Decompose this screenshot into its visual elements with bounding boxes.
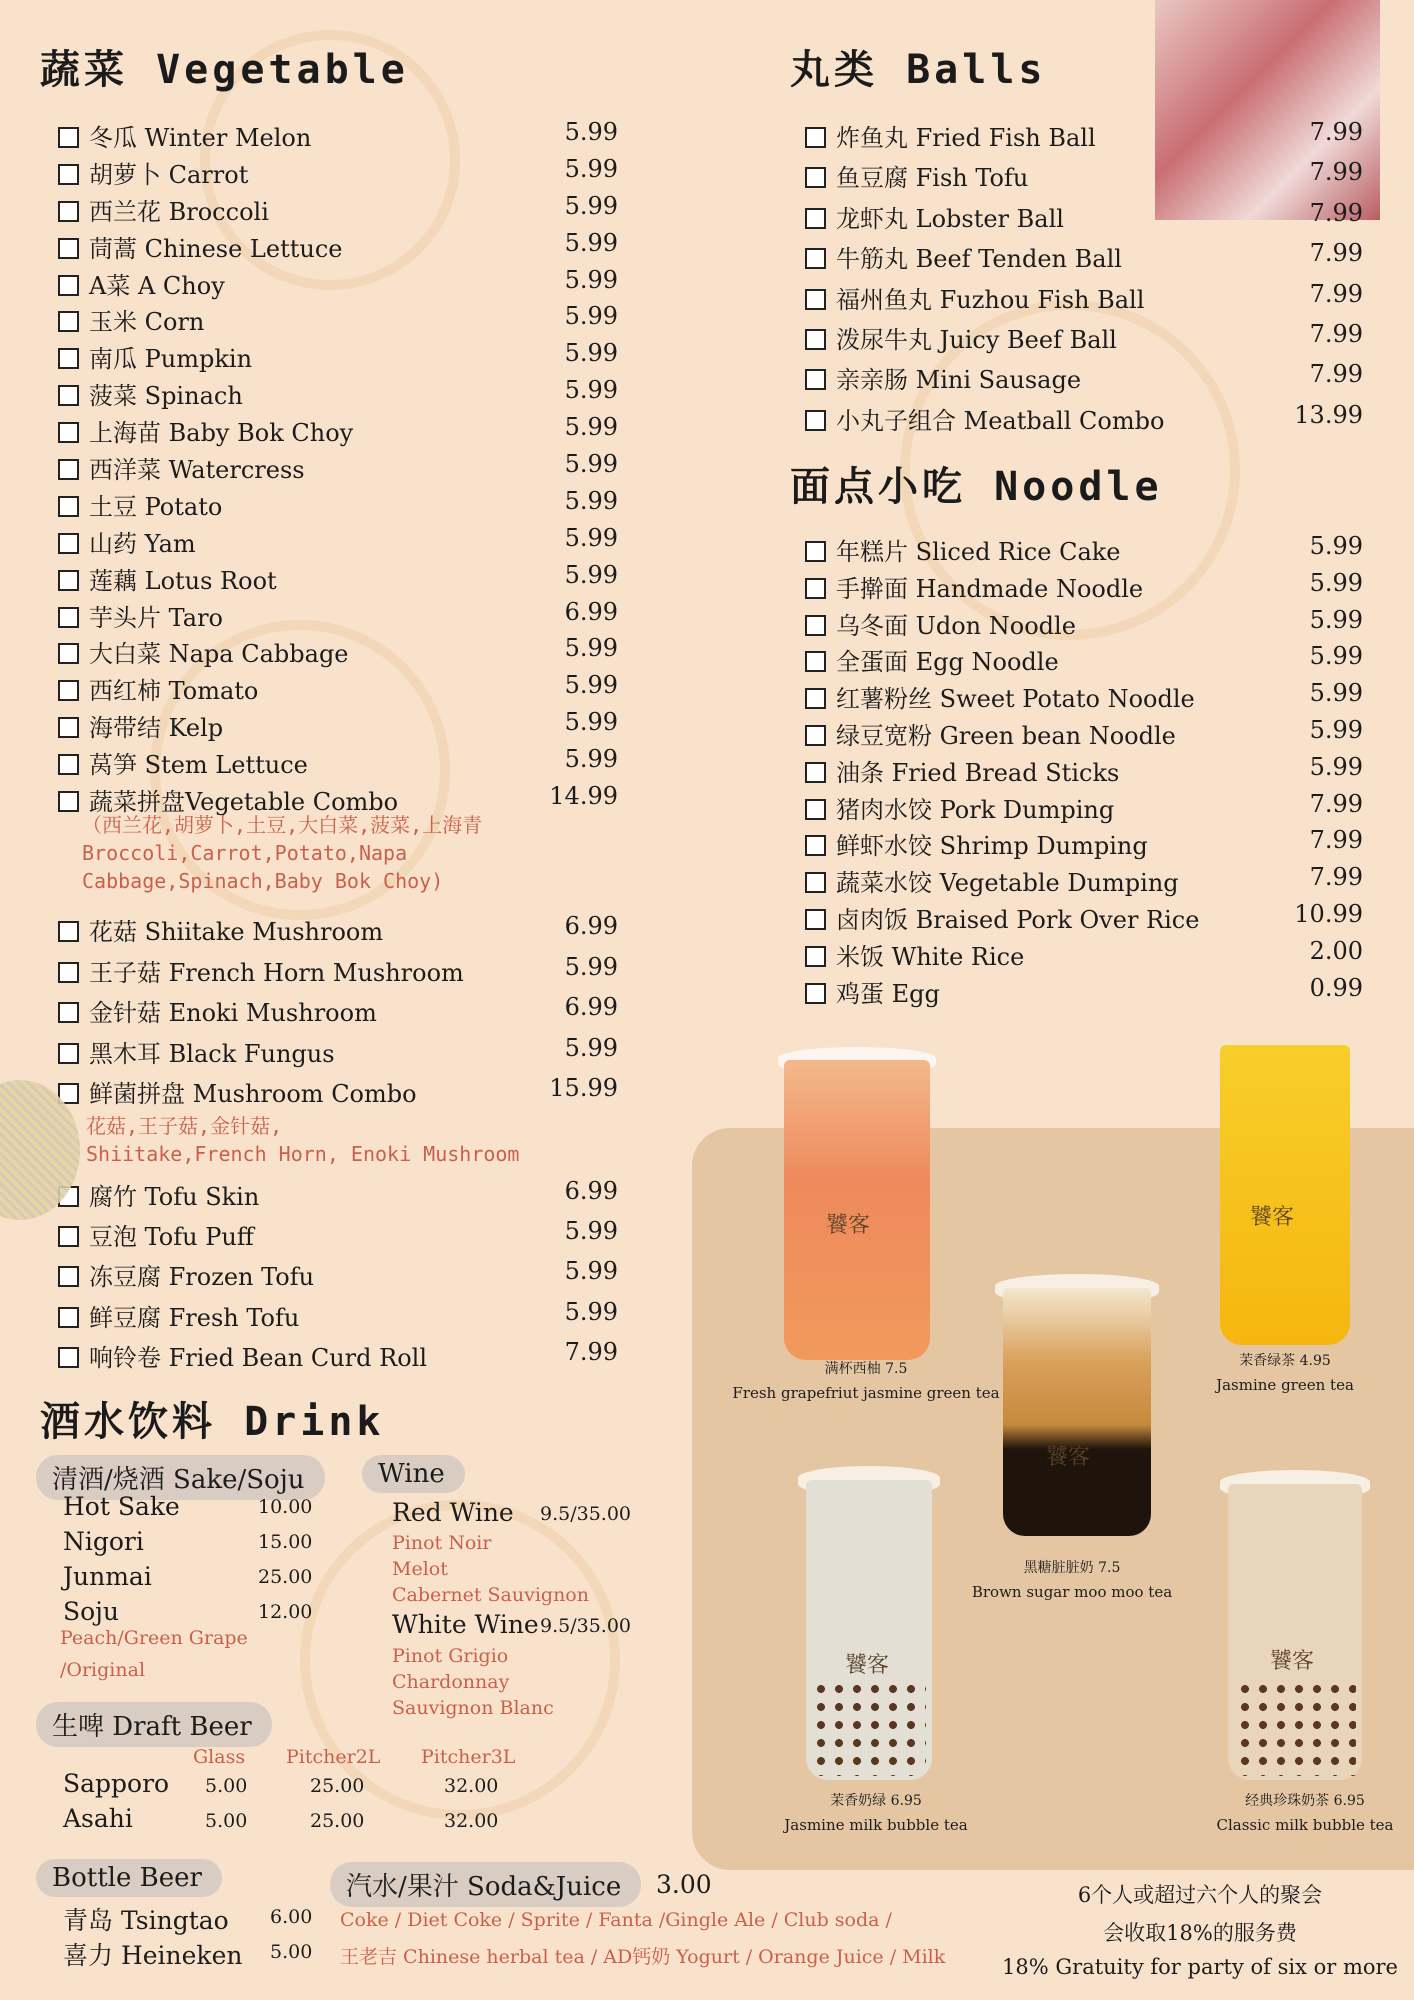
draft-beer-name: Asahi <box>63 1804 133 1833</box>
menu-item-price: 5.99 <box>564 1217 618 1246</box>
checkbox[interactable] <box>58 1002 79 1023</box>
checkbox[interactable] <box>58 238 79 259</box>
menu-item <box>58 450 618 487</box>
mushroom-combo-note <box>86 1112 519 1168</box>
menu-item-name: 莴笋 Stem Lettuce <box>89 751 308 780</box>
noodle-list <box>805 532 1363 1010</box>
menu-item <box>805 606 1363 643</box>
draft-beer-price: 5.00 <box>205 1775 248 1797</box>
menu-item-price: 7.99 <box>1309 158 1363 187</box>
tea-en: Jasmine milk bubble tea <box>784 1816 968 1834</box>
menu-item-name: 卤肉饭 Braised Pork Over Rice <box>836 905 1200 934</box>
menu-item-name: 鲜虾水饺 Shrimp Dumping <box>836 832 1148 861</box>
menu-item <box>58 1257 618 1297</box>
draft-beer-price: 5.00 <box>205 1810 248 1832</box>
menu-item-name: 手擀面 Handmade Noodle <box>836 574 1144 603</box>
wine-type: Pinot Noir <box>392 1532 492 1554</box>
menu-item-price: 5.99 <box>564 708 618 737</box>
menu-item-price: 5.99 <box>564 413 618 442</box>
section-title-noodle: 面点小吃 Noodle <box>790 464 1163 510</box>
menu-item-name: 土豆 Potato <box>89 492 223 521</box>
beer-col-header: Pitcher3L <box>421 1746 516 1768</box>
checkbox[interactable] <box>805 762 826 783</box>
menu-item-price: 5.99 <box>1309 532 1363 560</box>
menu-item-name: 油条 Fried Bread Sticks <box>836 758 1120 787</box>
cup-brand-logo: 饕客 <box>1046 1445 1091 1470</box>
menu-item <box>805 360 1363 400</box>
menu-item-name: 金针菇 Enoki Mushroom <box>89 999 377 1028</box>
menu-item <box>805 863 1363 900</box>
menu-item-price: 5.99 <box>564 523 618 552</box>
wine-type: Cabernet Sauvignon <box>392 1584 589 1606</box>
menu-item <box>805 239 1363 279</box>
tea-caption <box>784 1790 967 1834</box>
menu-item <box>805 753 1363 790</box>
menu-item-price: 7.99 <box>1309 319 1363 348</box>
menu-item <box>58 118 618 155</box>
checkbox[interactable] <box>805 541 826 562</box>
menu-item-price: 5.99 <box>564 302 618 331</box>
menu-item-name: 牛筋丸 Beef Tenden Ball <box>836 245 1122 274</box>
menu-item-price: 5.99 <box>564 745 618 774</box>
menu-item-name: 西兰花 Broccoli <box>89 197 269 226</box>
checkbox[interactable] <box>805 688 826 709</box>
menu-item-price: 5.99 <box>1309 752 1363 781</box>
menu-item <box>805 401 1363 441</box>
menu-item-name: 西洋菜 Watercress <box>89 456 305 485</box>
wine-header: Wine <box>362 1455 465 1493</box>
tea-caption <box>732 1358 999 1402</box>
tea-en: Jasmine green tea <box>1216 1376 1354 1394</box>
menu-item-name: 南瓜 Pumpkin <box>89 345 253 374</box>
tea-caption <box>972 1557 1172 1601</box>
checkbox[interactable] <box>58 754 79 775</box>
tea-cn: 满杯西柚 7.5 <box>824 1361 908 1377</box>
menu-item-price: 0.99 <box>1309 973 1363 1002</box>
bottle-beer-price: 5.00 <box>270 1941 313 1963</box>
menu-item <box>805 280 1363 320</box>
menu-item-name: 龙虾丸 Lobster Ball <box>836 204 1064 233</box>
tea-en: Fresh grapefriut jasmine green tea <box>732 1384 1000 1402</box>
menu-item <box>805 569 1363 606</box>
menu-item <box>58 708 618 745</box>
wine-type: Melot <box>392 1558 448 1580</box>
menu-item <box>58 266 618 303</box>
brown-sugar-tea-cup <box>1003 1288 1151 1536</box>
menu-item-price: 5.99 <box>1309 715 1363 744</box>
menu-item <box>58 634 618 671</box>
menu-item <box>58 1177 618 1217</box>
checkbox[interactable] <box>805 369 826 390</box>
beer-col-header: Glass <box>193 1746 246 1768</box>
menu-item <box>805 826 1363 863</box>
wine-type: Sauvignon Blanc <box>392 1697 554 1719</box>
menu-item-name: 上海苗 Baby Bok Choy <box>89 419 354 448</box>
menu-item-price: 5.99 <box>564 952 618 981</box>
menu-item <box>58 671 618 708</box>
checkbox[interactable] <box>58 1226 79 1247</box>
menu-item <box>58 1338 618 1378</box>
checkbox[interactable] <box>58 127 79 148</box>
menu-item-price: 5.99 <box>564 191 618 220</box>
menu-item <box>805 320 1363 360</box>
checkbox[interactable] <box>805 410 826 431</box>
menu-item-name: 花菇 Shiitake Mushroom <box>89 918 384 946</box>
checkbox[interactable] <box>805 329 826 350</box>
menu-item-price: 5.99 <box>564 486 618 515</box>
menu-item <box>58 1217 618 1257</box>
menu-item-name: 猪肉水饺 Pork Dumping <box>836 795 1115 824</box>
menu-item-price: 7.99 <box>1309 360 1363 389</box>
menu-item-price: 5.99 <box>564 1297 618 1326</box>
menu-item <box>805 158 1363 198</box>
menu-item-price: 5.99 <box>564 1033 618 1062</box>
menu-item-price: 2.00 <box>1309 936 1363 965</box>
menu-item <box>58 339 618 376</box>
draft-beer-price: 25.00 <box>310 1810 365 1832</box>
menu-item-price: 7.99 <box>1309 239 1363 268</box>
menu-item-name: 红薯粉丝 Sweet Potato Noodle <box>836 685 1195 714</box>
menu-item-name: 绿豆宽粉 Green bean Noodle <box>836 721 1176 750</box>
checkbox[interactable] <box>58 311 79 332</box>
menu-item <box>58 1298 618 1338</box>
menu-item <box>805 716 1363 753</box>
menu-item <box>58 953 618 994</box>
menu-item-price: 5.99 <box>564 671 618 700</box>
note-line: Broccoli,Carrot,Potato,Napa <box>82 841 408 865</box>
tea-caption <box>1216 1790 1393 1834</box>
checkbox[interactable] <box>805 578 826 599</box>
menu-item-price: 7.99 <box>1309 789 1363 818</box>
note-line: Shiitake,French Horn, Enoki Mushroom <box>86 1142 520 1166</box>
menu-item-name: 芋头片 Taro <box>89 603 224 632</box>
menu-item-name: 王子菇 French Horn Mushroom <box>89 958 464 987</box>
tapioca-pearls <box>1236 1680 1356 1776</box>
vegetable-list <box>58 118 618 819</box>
menu-item-price: 5.99 <box>564 118 618 146</box>
cup-brand-logo: 饕客 <box>826 1213 871 1238</box>
menu-item-price: 10.99 <box>1294 899 1363 928</box>
menu-item-name: 腐竹 Tofu Skin <box>89 1183 260 1211</box>
menu-item-name: 鲜豆腐 Fresh Tofu <box>89 1303 300 1332</box>
checkbox[interactable] <box>805 651 826 672</box>
menu-item <box>58 524 618 561</box>
sake-item: Soju <box>63 1597 120 1626</box>
menu-item-price: 6.99 <box>564 993 618 1022</box>
menu-item <box>805 790 1363 827</box>
sake-price: 10.00 <box>258 1496 313 1518</box>
menu-item <box>805 937 1363 974</box>
tea-cn: 茉香奶绿 6.95 <box>830 1793 922 1809</box>
wine-type: Pinot Grigio <box>392 1645 509 1667</box>
menu-item-name: 响铃卷 Fried Bean Curd Roll <box>89 1343 428 1372</box>
bottle-beer-name: 青岛 Tsingtao <box>63 1906 229 1935</box>
menu-item-price: 5.99 <box>564 265 618 294</box>
soju-flavors: /Original <box>60 1659 146 1681</box>
checkbox[interactable] <box>58 1307 79 1328</box>
menu-item-name: 菠菜 Spinach <box>89 382 243 411</box>
menu-item <box>805 199 1363 239</box>
checkbox[interactable] <box>58 533 79 554</box>
menu-item-name: 蔬菜水饺 Vegetable Dumping <box>836 869 1179 898</box>
checkbox[interactable] <box>58 275 79 296</box>
beer-col-header: Pitcher2L <box>286 1746 381 1768</box>
menu-item <box>58 1034 618 1075</box>
note-line: 花菇,王子菇,金针菇, <box>86 1114 283 1138</box>
menu-item-name: 米饭 White Rice <box>836 942 1025 971</box>
menu-item-price: 5.99 <box>564 339 618 368</box>
menu-item-price: 7.99 <box>1309 826 1363 855</box>
menu-item-name: 乌冬面 Udon Noodle <box>836 611 1076 640</box>
draft-beer-name: Sapporo <box>63 1769 170 1798</box>
menu-item <box>805 679 1363 716</box>
menu-item-name: A菜 A Choy <box>89 271 225 300</box>
menu-item <box>805 974 1363 1011</box>
menu-item-name: 玉米 Corn <box>89 308 205 337</box>
menu-item-name: 山药 Yam <box>89 529 196 558</box>
checkbox[interactable] <box>58 1347 79 1368</box>
section-title-vegetable: 蔬菜 Vegetable <box>40 47 409 93</box>
checkbox[interactable] <box>805 872 826 893</box>
menu-item-price: 5.99 <box>564 1257 618 1286</box>
red-wine: Red Wine <box>392 1498 514 1527</box>
tea-en: Classic milk bubble tea <box>1216 1816 1394 1834</box>
checkbox[interactable] <box>805 983 826 1004</box>
checkbox[interactable] <box>58 1266 79 1287</box>
mushroom-list <box>58 912 618 1115</box>
sake-item: Junmai <box>63 1562 152 1591</box>
menu-item-name: 莲藕 Lotus Root <box>89 566 277 595</box>
menu-item-price: 5.99 <box>1309 642 1363 671</box>
vegetable-combo-note <box>82 811 482 895</box>
menu-item <box>58 155 618 192</box>
menu-item-price: 5.99 <box>564 634 618 663</box>
menu-item-price: 6.99 <box>564 597 618 626</box>
menu-item <box>805 118 1363 158</box>
menu-item <box>58 302 618 339</box>
checkbox[interactable] <box>805 835 826 856</box>
sake-item: Hot Sake <box>63 1492 180 1521</box>
white-wine-price: 9.5/35.00 <box>540 1615 632 1637</box>
menu-item-name: 西红柿 Tomato <box>89 677 259 706</box>
soda-list: 王老吉 Chinese herbal tea / AD钙奶 Yogurt / Orange Juice / Milk <box>340 1946 946 1968</box>
checkbox[interactable] <box>805 725 826 746</box>
menu-item-name: 茼蒿 Chinese Lettuce <box>89 234 343 263</box>
menu-item <box>58 993 618 1034</box>
menu-item <box>58 912 618 953</box>
menu-item-name: 冻豆腐 Frozen Tofu <box>89 1263 315 1292</box>
wine-type: Chardonnay <box>392 1671 510 1693</box>
menu-item-price: 13.99 <box>1294 400 1363 429</box>
red-wine-price: 9.5/35.00 <box>540 1503 632 1525</box>
checkbox[interactable] <box>58 201 79 222</box>
tea-caption <box>1216 1350 1354 1394</box>
soda-header: 汽水/果汁 Soda&Juice <box>330 1862 641 1907</box>
checkbox[interactable] <box>805 127 826 148</box>
checkbox[interactable] <box>58 422 79 443</box>
checkbox[interactable] <box>58 962 79 983</box>
menu-item <box>58 487 618 524</box>
menu-item <box>58 192 618 229</box>
cup-brand-logo: 饕客 <box>1270 1649 1315 1674</box>
menu-item-price: 5.99 <box>1309 605 1363 634</box>
draft-beer-price: 32.00 <box>444 1810 499 1832</box>
menu-item <box>805 900 1363 937</box>
gratuity-en: 18% Gratuity for party of six or more <box>1002 1955 1398 1979</box>
menu-item-price: 7.99 <box>1309 279 1363 308</box>
checkbox[interactable] <box>805 167 826 188</box>
bottle-beer-price: 6.00 <box>270 1906 313 1928</box>
menu-item-name: 豆泡 Tofu Puff <box>89 1223 254 1252</box>
balls-list <box>805 118 1363 441</box>
draft-beer-price: 32.00 <box>444 1775 499 1797</box>
checkbox[interactable] <box>58 164 79 185</box>
menu-item-name: 鱼豆腐 Fish Tofu <box>836 164 1029 193</box>
menu-item-name: 鲜菌拼盘 Mushroom Combo <box>89 1080 417 1109</box>
sake-price: 12.00 <box>258 1601 313 1623</box>
checkbox[interactable] <box>805 799 826 820</box>
soju-flavors: Peach/Green Grape <box>60 1627 248 1649</box>
menu-item <box>805 642 1363 679</box>
checkbox[interactable] <box>805 248 826 269</box>
menu-item-price: 15.99 <box>549 1074 618 1103</box>
checkbox[interactable] <box>805 208 826 229</box>
tea-cn: 经典珍珠奶茶 6.95 <box>1245 1793 1365 1809</box>
jasmine-green-tea-cup <box>1220 1045 1350 1345</box>
tea-cn: 茉香绿茶 4.95 <box>1239 1353 1331 1369</box>
menu-item-name: 年糕片 Sliced Rice Cake <box>836 538 1121 566</box>
checkbox[interactable] <box>58 1043 79 1064</box>
cup-brand-logo: 饕客 <box>1250 1205 1295 1230</box>
checkbox[interactable] <box>58 496 79 517</box>
menu-item <box>58 745 618 782</box>
tofu-list <box>58 1177 618 1378</box>
menu-item <box>58 376 618 413</box>
menu-item-name: 海带结 Kelp <box>89 714 224 743</box>
section-title-balls: 丸类 Balls <box>790 47 1047 93</box>
menu-item-price: 5.99 <box>564 154 618 183</box>
menu-item <box>58 598 618 635</box>
sake-item: Nigori <box>63 1527 144 1556</box>
sake-price: 25.00 <box>258 1566 313 1588</box>
tea-cn: 黑糖脏脏奶 7.5 <box>1023 1560 1121 1576</box>
menu-item-price: 5.99 <box>1309 568 1363 597</box>
note-line: Cabbage,Spinach,Baby Bok Choy) <box>82 869 444 893</box>
checkbox[interactable] <box>805 946 826 967</box>
menu-item-price: 7.99 <box>1309 198 1363 227</box>
menu-item <box>58 1074 618 1115</box>
menu-item-name: 炸鱼丸 Fried Fish Ball <box>836 124 1096 152</box>
checkbox[interactable] <box>58 680 79 701</box>
menu-item-name: 蔬菜拼盘Vegetable Combo <box>89 788 399 817</box>
checkbox[interactable] <box>58 570 79 591</box>
checkbox[interactable] <box>805 289 826 310</box>
menu-item-price: 14.99 <box>549 782 618 811</box>
menu-item-price: 5.99 <box>564 228 618 257</box>
checkbox[interactable] <box>58 921 79 942</box>
tapioca-pearls <box>812 1680 926 1776</box>
checkbox[interactable] <box>58 607 79 628</box>
menu-item-price: 7.99 <box>564 1337 618 1366</box>
note-line: （西兰花,胡萝卜,土豆,大白菜,菠菜,上海青 <box>82 813 483 837</box>
sake-header: 清酒/烧酒 Sake/Soju <box>36 1455 325 1500</box>
bottle-beer-header: Bottle Beer <box>36 1859 222 1897</box>
cup-brand-logo: 饕客 <box>845 1653 890 1678</box>
checkbox[interactable] <box>58 348 79 369</box>
checkbox[interactable] <box>58 791 79 812</box>
menu-item <box>58 413 618 450</box>
menu-item-name: 冬瓜 Winter Melon <box>89 124 312 152</box>
menu-item-name: 黑木耳 Black Fungus <box>89 1039 335 1068</box>
bottle-beer-name: 喜力 Heineken <box>63 1941 243 1970</box>
menu-item-name: 鸡蛋 Egg <box>836 979 940 1008</box>
menu-item-name: 泼尿牛丸 Juicy Beef Ball <box>836 325 1117 354</box>
menu-item-price: 5.99 <box>564 560 618 589</box>
menu-item-name: 福州鱼丸 Fuzhou Fish Ball <box>836 285 1145 314</box>
section-title-drink: 酒水饮料 Drink <box>40 1399 385 1445</box>
gratuity-cn-1: 6个人或超过六个人的聚会 <box>1077 1883 1323 1907</box>
checkbox[interactable] <box>58 459 79 480</box>
menu-item-name: 胡萝卜 Carrot <box>89 160 249 189</box>
white-wine: White Wine <box>392 1610 539 1639</box>
menu-item <box>58 561 618 598</box>
checkbox[interactable] <box>58 385 79 406</box>
menu-item-price: 5.99 <box>564 376 618 405</box>
menu-item-name: 亲亲肠 Mini Sausage <box>836 366 1082 395</box>
menu-item-price: 7.99 <box>1309 118 1363 146</box>
menu-item-price: 6.99 <box>564 1177 618 1205</box>
draft-beer-header: 生啤 Draft Beer <box>36 1702 272 1747</box>
draft-beer-price: 25.00 <box>310 1775 365 1797</box>
menu-item-price: 5.99 <box>564 450 618 479</box>
menu-item <box>58 229 618 266</box>
soda-price: 3.00 <box>656 1870 712 1899</box>
menu-item-price: 6.99 <box>564 912 618 940</box>
tea-en: Brown sugar moo moo tea <box>971 1583 1173 1601</box>
checkbox[interactable] <box>805 615 826 636</box>
gratuity-cn-2: 会收取18%的服务费 <box>1103 1921 1297 1945</box>
checkbox[interactable] <box>58 717 79 738</box>
soda-list: Coke / Diet Coke / Sprite / Fanta /Gingle Ale / Club soda / <box>340 1909 892 1931</box>
menu-item-price: 7.99 <box>1309 863 1363 892</box>
menu-item-name: 全蛋面 Egg Noodle <box>836 648 1059 677</box>
menu-item-name: 大白菜 Napa Cabbage <box>89 640 349 669</box>
menu-item-name: 小丸子组合 Meatball Combo <box>836 406 1165 435</box>
menu-item-price: 5.99 <box>1309 679 1363 708</box>
checkbox[interactable] <box>58 643 79 664</box>
menu-item <box>805 532 1363 569</box>
checkbox[interactable] <box>805 909 826 930</box>
sake-price: 15.00 <box>258 1531 313 1553</box>
